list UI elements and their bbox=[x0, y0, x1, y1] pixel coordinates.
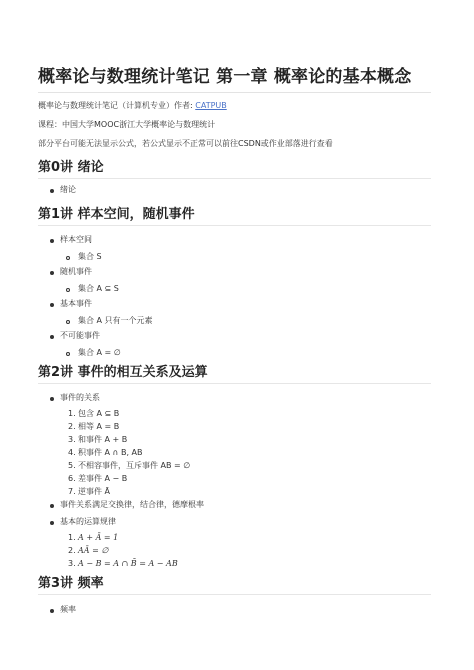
list-item: 绪论 bbox=[60, 185, 76, 194]
bullet bbox=[50, 303, 54, 307]
ordered-item-number: 2. bbox=[68, 546, 76, 555]
section-divider-0 bbox=[38, 178, 431, 179]
ordered-item: 差事件 A − B bbox=[78, 474, 128, 483]
list-item: 随机事件 bbox=[60, 267, 92, 276]
ordered-item: AĀ = ∅ bbox=[78, 546, 109, 555]
ordered-item-number: 1. bbox=[68, 533, 76, 542]
sub-list-item: 集合 A ⊆ S bbox=[78, 284, 119, 293]
section-divider-2 bbox=[38, 383, 431, 384]
list-item: 频率 bbox=[60, 605, 76, 614]
sub-bullet bbox=[66, 320, 70, 324]
bullet bbox=[50, 271, 54, 275]
bullet bbox=[50, 239, 54, 243]
sub-bullet bbox=[66, 256, 70, 260]
ordered-item: 积事件 A ∩ B, AB bbox=[78, 448, 143, 457]
list-item: 样本空间 bbox=[60, 235, 92, 244]
section-divider-3 bbox=[38, 594, 431, 595]
source-line bbox=[38, 101, 227, 112]
list-item: 不可能事件 bbox=[60, 331, 100, 340]
ordered-item: 逆事件 Ā bbox=[78, 487, 111, 496]
ordered-item-number: 3. bbox=[68, 435, 76, 444]
section-heading-3: 第3讲 频率 bbox=[38, 576, 104, 591]
sub-list-item: 集合 S bbox=[78, 252, 102, 261]
sub-bullet bbox=[66, 288, 70, 292]
section-divider-1 bbox=[38, 225, 431, 226]
ordered-item: 不相容事件，互斥事件 AB = ∅ bbox=[78, 461, 191, 470]
sub-list-item: 集合 A = ∅ bbox=[78, 348, 121, 357]
list-item: 基本事件 bbox=[60, 299, 92, 308]
ordered-item-number: 5. bbox=[68, 461, 76, 470]
ordered-item-number: 6. bbox=[68, 474, 76, 483]
sub-bullet bbox=[66, 352, 70, 356]
bullet bbox=[50, 335, 54, 339]
ordered-item-number: 1. bbox=[68, 409, 76, 418]
list-item: 事件的关系 bbox=[60, 393, 100, 402]
note-line: 部分平台可能无法显示公式，若公式显示不正常可以前往CSDN或作业部落进行查看 bbox=[38, 139, 333, 148]
section-heading-1: 第1讲 样本空间，随机事件 bbox=[38, 207, 195, 222]
bullet bbox=[50, 609, 54, 613]
ordered-item: 包含 A ⊆ B bbox=[78, 409, 120, 418]
ordered-item: A + Ā = 1 bbox=[78, 533, 119, 542]
author-link[interactable]: CATPUB bbox=[195, 101, 227, 110]
bullet bbox=[50, 504, 54, 508]
list-item: 事件关系满足交换律，结合律，德摩根率 bbox=[60, 500, 204, 509]
ordered-item: A − B = A ∩ B̄ = A − AB bbox=[78, 559, 178, 568]
title-divider bbox=[38, 92, 431, 93]
bullet bbox=[50, 521, 54, 525]
ordered-item: 和事件 A + B bbox=[78, 435, 128, 444]
source-prefix: 概率论与数理统计笔记（计算机专业）作者: bbox=[38, 101, 196, 110]
section-heading-0: 第0讲 绪论 bbox=[38, 160, 104, 175]
ordered-item-number: 7. bbox=[68, 487, 76, 496]
ordered-item-number: 4. bbox=[68, 448, 76, 457]
bullet bbox=[50, 189, 54, 193]
bullet bbox=[50, 397, 54, 401]
sub-list-item: 集合 A 只有一个元素 bbox=[78, 316, 153, 325]
section-heading-2: 第2讲 事件的相互关系及运算 bbox=[38, 365, 208, 380]
document-title: 概率论与数理统计笔记 第一章 概率论的基本概念 bbox=[38, 67, 412, 87]
ordered-item: 相等 A = B bbox=[78, 422, 120, 431]
ordered-item-number: 2. bbox=[68, 422, 76, 431]
course-line: 课程：中国大学MOOC浙江大学概率论与数理统计 bbox=[38, 120, 216, 129]
list-item: 基本的运算规律 bbox=[60, 517, 116, 526]
ordered-item-number: 3. bbox=[68, 559, 76, 568]
